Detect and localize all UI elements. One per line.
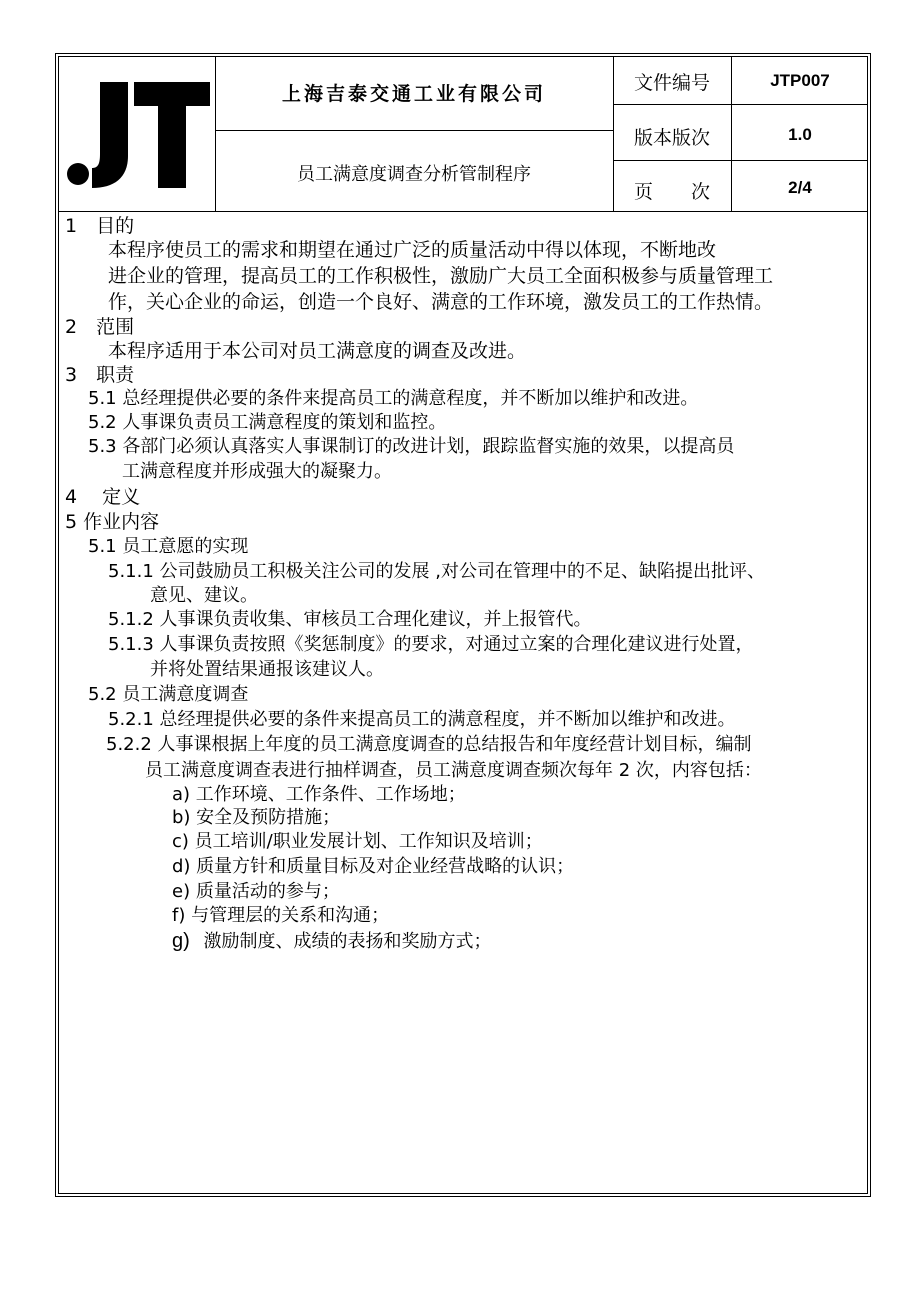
doc-number-label: 文件编号 [633, 72, 710, 94]
doc-number-value: JTP007 [770, 71, 830, 90]
list-item: 工满意程度并形成强大的凝聚力。 [122, 461, 392, 482]
list-item: 5.1.2 人事课负责收集、审核员工合理化建议，并上报管代。 [108, 609, 592, 630]
section-4-heading: 4 定义 [65, 486, 141, 508]
body-paragraph: 作，关心企业的命运，创造一个良好、满意的工作环境，激发员工的工作热情。 [108, 291, 774, 313]
item-text: 激励制度、成绩的表扬和奖励方式； [203, 931, 492, 952]
content-item: d) 质量方针和质量目标及对企业经营战略的认识； [172, 856, 575, 877]
list-item: 员工满意度调查表进行抽样调查，员工满意度调查频次每年 2 次，内容包括： [145, 760, 762, 781]
section-3-heading: 3 职责 [65, 364, 135, 386]
header-bottom-border [58, 211, 868, 212]
version-value: 1.0 [788, 125, 812, 144]
list-item: 5.3 各部门必须认真落实人事课制订的改进计划，跟踪监督实施的效果，以提高员 [88, 436, 735, 457]
list-item: 5.1 总经理提供必要的条件来提高员工的满意程度，并不断加以维护和改进。 [88, 388, 699, 409]
page-label: 页 次 [633, 181, 710, 203]
content-item: c) 员工培训/职业发展计划、工作知识及培训； [172, 831, 543, 852]
list-item: 5.2 人事课负责员工满意程度的策划和监控。 [88, 412, 447, 433]
section-2-heading: 2 范围 [65, 316, 135, 338]
content-item: a) 工作环境、工作条件、工作场地； [172, 784, 466, 805]
content-item [172, 930, 492, 953]
section-1-heading: 1 目的 [65, 215, 135, 237]
item-letter: g) [172, 930, 190, 952]
list-item: 意见、建议。 [150, 585, 258, 606]
header-divider [215, 130, 613, 131]
list-item: 并将处置结果通报该建议人。 [150, 659, 384, 680]
list-item: 5.2.1 总经理提供必要的条件来提高员工的满意程度，并不断加以维护和改进。 [108, 709, 736, 730]
content-item: b) 安全及预防措施； [172, 807, 341, 828]
list-item: 5.2.2 人事课根据上年度的员工满意度调查的总结报告和年度经营计划目标，编制 [106, 734, 752, 755]
section-5-heading: 5 作业内容 [65, 511, 160, 533]
list-item: 5.1.1 公司鼓励员工积极关注公司的发展 ,对公司在管理中的不足、缺陷提出批评、 [108, 561, 765, 582]
version-label: 版本版次 [633, 127, 710, 149]
jt-logo-icon [66, 78, 212, 190]
header-divider [613, 104, 868, 105]
content-item: f) 与管理层的关系和沟通； [172, 905, 390, 926]
body-paragraph: 本程序适用于本公司对员工满意度的调查及改进。 [108, 340, 527, 362]
header-divider [613, 160, 868, 161]
document-title: 员工满意度调查分析管制程序 [297, 164, 531, 185]
content-item: e) 质量活动的参与； [172, 881, 340, 902]
subsection-heading: 5.2 员工满意度调查 [88, 684, 249, 705]
page-value: 2/4 [788, 178, 812, 197]
list-item: 5.1.3 人事课负责按照《奖惩制度》的要求，对通过立案的合理化建议进行处置， [108, 634, 754, 655]
company-name: 上海吉泰交通工业有限公司 [281, 83, 546, 105]
body-paragraph: 本程序使员工的需求和期望在通过广泛的质量活动中得以体现，不断地改 [108, 239, 717, 261]
subsection-heading: 5.1 员工意愿的实现 [88, 536, 249, 557]
body-paragraph: 进企业的管理，提高员工的工作积极性，激励广大员工全面积极参与质量管理工 [108, 265, 774, 287]
